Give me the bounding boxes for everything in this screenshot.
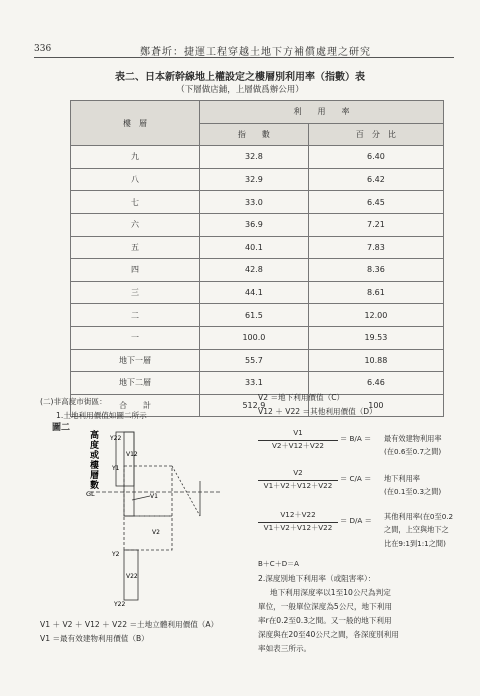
cell-percent: 6.42: [308, 168, 443, 191]
para-line-1: 地下利用深度率以1至10公尺為判定: [270, 588, 391, 597]
svg-text:高: 高: [90, 431, 100, 441]
cell-percent: 8.61: [308, 281, 443, 304]
cell-floor: 五: [71, 236, 200, 259]
cell-floor: 地下二層: [71, 372, 200, 395]
v1-upper-block: [124, 432, 134, 516]
table-subtitle: （下層做店鋪，上層做爲辦公用）: [176, 85, 304, 95]
y1-label: Y1: [112, 465, 120, 472]
para-heading: 2.深度別地下利用率（或阻害率）：: [258, 574, 376, 583]
table-row: [71, 168, 444, 191]
cell-index: 61.5: [200, 304, 309, 327]
f2-range: (在0.1至0.3之間): [384, 487, 442, 496]
table-row: [71, 349, 444, 372]
cell-percent: 12.00: [308, 304, 443, 327]
f3-description-3: 比在9:1到1:1之間): [384, 539, 446, 548]
f3-equals: ＝ D/A ＝: [340, 516, 372, 525]
header-percent: 百 分 比: [308, 123, 443, 146]
cell-floor: 合 計: [71, 394, 200, 417]
cell-index: 100.0: [200, 326, 309, 349]
f1-numerator: V1: [293, 428, 303, 437]
header-rule: [34, 57, 454, 58]
v12-label: V12: [126, 451, 138, 458]
section-heading: (二)非高度市街區：: [40, 397, 107, 406]
cell-index: 512.9: [200, 394, 309, 417]
y22-label: Y22: [110, 435, 122, 442]
f1-range: (在0.6至0.7之間): [384, 447, 442, 456]
fig-caption-text: 1.土地利用價值如圖二所示: [56, 411, 147, 420]
f3-numerator: V12＋V22: [280, 510, 316, 519]
header-floor: 樓 層: [71, 101, 200, 146]
cell-floor: 九: [71, 146, 200, 169]
table-row: [71, 372, 444, 395]
cell-floor: 七: [71, 191, 200, 214]
cell-floor: 三: [71, 281, 200, 304]
table-row: [71, 304, 444, 327]
cell-index: 32.8: [200, 146, 309, 169]
eq-total-value: V1 ＋ V2 ＋ V12 ＋ V22 ＝土地立體利用價值（A）: [40, 620, 219, 629]
figure-label: 圖二: [52, 423, 71, 433]
para-line-4: 深度與在20至40公尺之間，各深度別利用: [258, 630, 399, 639]
cell-percent: 10.88: [308, 349, 443, 372]
cell-index: 55.7: [200, 349, 309, 372]
table-row: [71, 213, 444, 236]
para-line-2: 單位，一般單位深度為5公尺，地下利用: [258, 602, 392, 611]
page-number: 336: [34, 44, 52, 54]
f1-equals: ＝ B/A ＝: [340, 434, 372, 443]
f2-description: 地下利用率: [384, 474, 420, 483]
cell-floor: 六: [71, 213, 200, 236]
cell-index: 40.1: [200, 236, 309, 259]
cell-floor: 八: [71, 168, 200, 191]
axis-label-vertical: [90, 429, 100, 491]
para-line-3: 率r在0.2至0.3之間。又一般的地下利用: [258, 616, 392, 625]
f3-description-2: 之間，上空與地下之: [384, 525, 449, 534]
cell-floor: 四: [71, 259, 200, 282]
cell-index: 42.8: [200, 259, 309, 282]
f2-denominator: V1＋V2＋V12＋V22: [258, 480, 338, 491]
cell-floor: 地下一層: [71, 349, 200, 372]
v2-label: V2: [152, 529, 160, 536]
sum-equation: B＋C＋D＝A: [258, 560, 299, 568]
def-underground: V2 ＝地下利用價值（C）: [258, 393, 345, 402]
cell-percent: 7.83: [308, 236, 443, 259]
cell-percent: 100: [308, 394, 443, 417]
cell-percent: 6.46: [308, 372, 443, 395]
cell-percent: 7.21: [308, 213, 443, 236]
table-row: [71, 236, 444, 259]
v2-block: [124, 516, 172, 550]
f2-equals: ＝ C/A ＝: [340, 474, 372, 483]
f2-numerator: V2: [293, 468, 303, 477]
f1-denominator: V2＋V12＋V22: [258, 440, 338, 451]
cell-index: 36.9: [200, 213, 309, 236]
svg-text:樓: 樓: [90, 461, 100, 471]
f3-denominator: V1＋V2＋V12＋V22: [258, 522, 338, 533]
para-line-5: 率如表三所示。: [258, 644, 312, 653]
eq-building-value: V1 ＝最有效建物利用價值（B）: [40, 634, 149, 643]
y22b-label: Y22: [114, 601, 126, 608]
cell-percent: 8.36: [308, 259, 443, 282]
cell-index: 44.1: [200, 281, 309, 304]
svg-text:數: 數: [90, 481, 100, 491]
svg-text:度: 度: [90, 441, 100, 451]
usage-rate-table: [70, 100, 444, 417]
cell-floor: 一: [71, 326, 200, 349]
svg-text:層: 層: [90, 471, 100, 481]
svg-text:或: 或: [90, 451, 100, 461]
cell-percent: 6.40: [308, 146, 443, 169]
y2-label: Y2: [112, 551, 120, 558]
def-other: V12 ＋ V22 ＝其他利用價值（D）: [258, 407, 377, 416]
running-title: 鄭蒼圻：捷運工程穿越土地下方補償處理之研究: [140, 47, 371, 58]
gl-label: GL: [86, 490, 95, 498]
table-row: [71, 191, 444, 214]
table-row: [71, 146, 444, 169]
v1-label: V1: [150, 493, 158, 500]
cell-index: 33.0: [200, 191, 309, 214]
header-index: 指 數: [200, 123, 309, 146]
header-usage-rate: 利 用 率: [200, 101, 444, 124]
f1-description: 最有效建物利用率: [384, 434, 442, 443]
cell-index: 32.9: [200, 168, 309, 191]
table-row: [71, 259, 444, 282]
table-title: 表二、日本新幹線地上權設定之樓層別利用率（指數）表: [115, 72, 365, 83]
cell-percent: 19.53: [308, 326, 443, 349]
cell-percent: 6.45: [308, 191, 443, 214]
figure-2-diagram: [50, 426, 230, 612]
cell-floor: 二: [71, 304, 200, 327]
table-row: [71, 326, 444, 349]
cell-index: 33.1: [200, 372, 309, 395]
f3-description-1: 其他利用率(在0至0.2: [384, 512, 454, 521]
table-row: [71, 281, 444, 304]
v22-label: V22: [126, 573, 138, 580]
v1-block: [124, 466, 172, 516]
